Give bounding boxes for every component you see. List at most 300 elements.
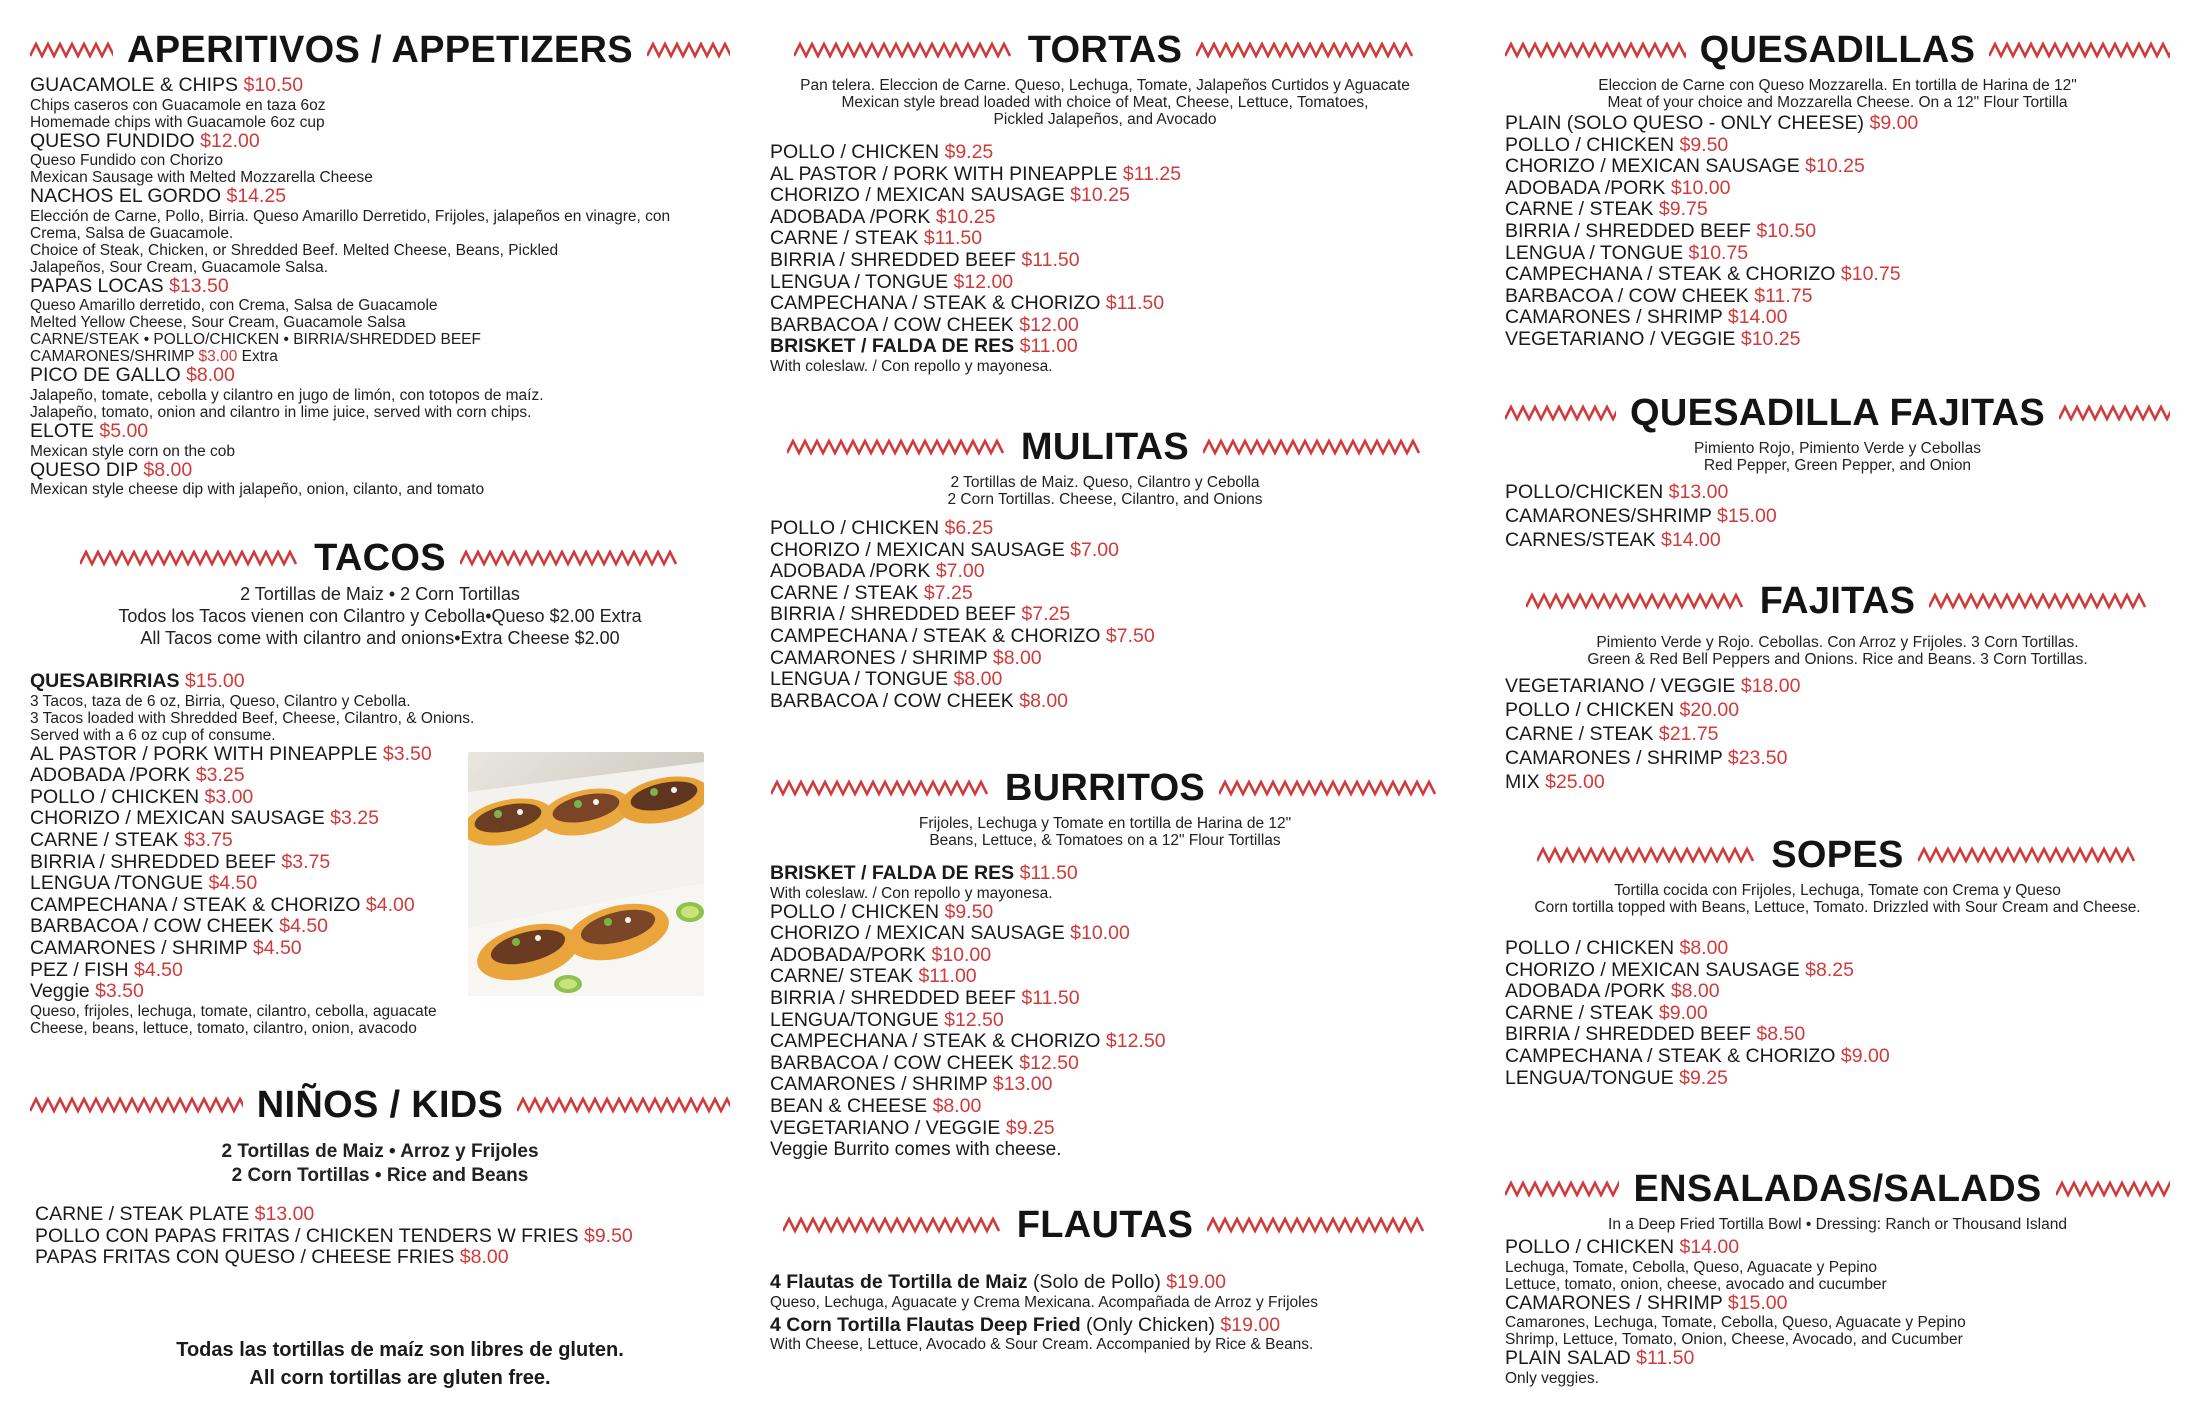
item-price: $14.00 xyxy=(1661,529,1721,551)
item-name: MIX xyxy=(1505,771,1546,793)
item-price: $8.00 xyxy=(953,668,1003,691)
item-name: PAPAS FRITAS CON QUESO / CHEESE FRIES xyxy=(35,1246,460,1269)
item-name: CHORIZO / MEXICAN SAUSAGE xyxy=(30,807,331,830)
item-price: $13.00 xyxy=(992,1073,1053,1096)
item-price: $11.50 xyxy=(1021,248,1080,271)
zigzag-divider xyxy=(80,548,300,568)
item-description: Queso, Lechuga, Aguacate y Crema Mexicana. Acompañada de Arroz y Frijoles xyxy=(770,1293,1318,1311)
item-name: CAMPECHANA / STEAK & CHORIZO xyxy=(770,1030,1106,1053)
item-name: BIRRIA / SHREDDED BEEF xyxy=(30,850,282,873)
quesadilla-fajitas-header xyxy=(1505,388,2170,438)
item-row xyxy=(770,561,1440,583)
item-name: 4 Corn Tortilla Flautas Deep Fried xyxy=(770,1313,1087,1336)
item-name: LENGUA / TONGUE xyxy=(770,270,954,293)
item-price: $3.25 xyxy=(330,807,379,830)
item-price: $6.25 xyxy=(944,517,994,539)
item-name: CHORIZO / MEXICAN SAUSAGE xyxy=(770,922,1071,945)
menu-item xyxy=(770,1031,1440,1053)
item-price: $7.50 xyxy=(1105,624,1155,647)
item-description: Shrimp, Lettuce, Tomato, Onion, Cheese, Avocado, and Cucumber xyxy=(1505,1331,1963,1349)
item-name: POLLO / CHICKEN xyxy=(1505,133,1680,156)
zigzag-divider xyxy=(1505,40,1686,60)
item-row xyxy=(770,315,1440,337)
section-title: ENSALADAS/SALADS xyxy=(1633,1168,2042,1210)
item-description: With Cheese, Lettuce, Avocado & Sour Cream. Accompanied by Rice & Beans. xyxy=(770,1336,1314,1354)
item-price: $14.00 xyxy=(1679,1236,1740,1258)
item-row xyxy=(770,604,1440,626)
item-price: $8.00 xyxy=(992,646,1042,669)
item-name: BIRRIA / SHREDDED BEEF xyxy=(770,248,1022,271)
item-name: Veggie xyxy=(30,980,96,1003)
item-qualifier: (Only Chicken) xyxy=(1086,1313,1221,1336)
subtitle-line: All corn tortillas are gluten free. xyxy=(249,1367,551,1389)
item-name: ADOBADA /PORK xyxy=(1505,176,1671,199)
item-price: $11.25 xyxy=(1122,162,1182,185)
menu-item xyxy=(1505,960,2170,982)
item-name: CARNE / STEAK xyxy=(770,227,924,250)
subtitle-line: In a Deep Fried Tortilla Bowl • Dressing: Ranch or Thousand Island xyxy=(1608,1216,2067,1233)
item-row xyxy=(1505,674,2170,698)
menu-item xyxy=(35,1204,730,1226)
section-title: BURRITOS xyxy=(1004,767,1206,809)
item-row xyxy=(1505,178,2170,200)
section-title: NIÑOS / KIDS xyxy=(256,1084,504,1126)
zigzag-divider xyxy=(783,1215,1003,1235)
item-price: $13.00 xyxy=(254,1203,315,1225)
extra-price: $3.00 xyxy=(198,348,238,366)
item-row xyxy=(1505,113,2170,135)
section-title: FLAUTAS xyxy=(1016,1204,1194,1246)
item-name: BIRRIA / SHREDDED BEEF xyxy=(770,986,1022,1009)
item-row xyxy=(770,518,1440,540)
subtitle-line: Tortilla cocida con Frijoles, Lechuga, Tomate con Crema y Queso xyxy=(1614,882,2061,899)
menu-item xyxy=(770,648,1440,670)
item-price: $3.00 xyxy=(204,785,254,808)
item-price: $12.00 xyxy=(953,270,1014,293)
item-description: Chips caseros con Guacamole en taza 6oz xyxy=(30,96,326,114)
item-name: CAMARONES / SHRIMP xyxy=(1505,747,1728,769)
mulitas-list xyxy=(770,518,1440,712)
item-row xyxy=(770,272,1440,294)
item-price: $7.25 xyxy=(923,581,973,604)
item-price: $21.75 xyxy=(1658,723,1719,745)
item-row xyxy=(770,336,1440,358)
item-name: CARNE / STEAK xyxy=(1505,1001,1659,1024)
quesadilla-fajitas-subtitle xyxy=(1505,440,2170,474)
fajitas-section xyxy=(1505,576,2170,794)
item-name: PEZ / FISH xyxy=(30,958,135,981)
item-row xyxy=(770,1010,1440,1032)
item-row xyxy=(770,185,1440,207)
menu-item xyxy=(1505,307,2170,329)
item-description: Queso, frijoles, lechuga, tomate, cilantro, cebolla, aguacate xyxy=(30,1002,437,1020)
item-name: CARNE/ STEAK xyxy=(770,965,919,988)
item-row xyxy=(1505,1068,2170,1090)
item-price: $10.00 xyxy=(1670,176,1731,199)
kids-subtitle xyxy=(30,1140,730,1188)
menu-item xyxy=(1505,480,2170,504)
item-price: $12.50 xyxy=(944,1008,1004,1031)
item-description: Jalapeño, tomate, cebolla y cilantro en jugo de limón, con totopos de maíz. xyxy=(30,386,544,404)
subtitle-line: Pickled Jalapeños, and Avocado xyxy=(993,111,1217,128)
item-name: POLLO / CHICKEN xyxy=(770,141,945,163)
item-price: $9.00 xyxy=(1658,1001,1708,1024)
item-price: $10.00 xyxy=(1070,922,1130,945)
item-row xyxy=(770,1053,1440,1075)
zigzag-divider xyxy=(2056,1179,2170,1199)
extra-label: CAMARONES/SHRIMP xyxy=(30,348,199,366)
item-price: $8.00 xyxy=(186,364,235,387)
subtitle-line: Eleccion de Carne con Queso Mozzarella. En tortilla de Harina de 12" xyxy=(1598,77,2077,94)
item-price: $12.00 xyxy=(1019,313,1079,336)
menu-item xyxy=(1505,722,2170,746)
zigzag-divider xyxy=(787,437,1007,457)
section-title: QUESADILLAS xyxy=(1699,29,1976,71)
appetizers-section xyxy=(30,25,730,498)
item-name: VEGETARIANO / VEGGIE xyxy=(1505,675,1741,697)
tacos-plate-illustration xyxy=(468,752,704,996)
quesadillas-header xyxy=(1505,25,2170,75)
item-price: $14.00 xyxy=(1727,306,1788,329)
item-price: $3.25 xyxy=(195,764,245,787)
item-name: NACHOS EL GORDO xyxy=(30,185,227,208)
subtitle-line: Meat of your choice and Mozzarella Cheese. On a 12" Flour Tortilla xyxy=(1607,94,2068,111)
item-price: $10.75 xyxy=(1840,263,1901,286)
item-price: $10.25 xyxy=(935,205,996,228)
menu-item xyxy=(1505,698,2170,722)
item-price: $11.50 xyxy=(1636,1347,1695,1370)
menu-item xyxy=(770,272,1440,294)
item-description: Lechuga, Tomate, Cebolla, Queso, Aguacate y Pepino xyxy=(1505,1258,1877,1276)
item-name: CARNE / STEAK xyxy=(30,828,184,851)
zigzag-divider xyxy=(1505,403,1616,423)
item-row xyxy=(770,648,1440,670)
menu-item xyxy=(1505,1293,2170,1349)
item-name: 4 Flautas de Tortilla de Maiz xyxy=(770,1271,1033,1293)
menu-item xyxy=(30,460,730,499)
item-row xyxy=(1505,221,2170,243)
subtitle-line: 2 Tortillas de Maiz. Queso, Cilantro y Cebolla xyxy=(950,474,1260,491)
item-row xyxy=(1505,480,2170,504)
subtitle-line: Todos los Tacos vienen con Cilantro y Cebolla•Queso $2.00 Extra xyxy=(118,606,642,626)
subtitle-line: 2 Corn Tortillas. Cheese, Cilantro, and Onions xyxy=(947,491,1263,508)
gluten-free-note xyxy=(30,1336,730,1392)
item-row xyxy=(1505,135,2170,157)
item-row xyxy=(30,276,730,298)
item-name: CHORIZO / MEXICAN SAUSAGE xyxy=(1505,958,1806,981)
burritos-section xyxy=(770,763,1440,1161)
menu-item xyxy=(30,421,730,460)
menu-item xyxy=(1505,264,2170,286)
zigzag-divider xyxy=(647,40,730,60)
item-name: POLLO / CHICKEN xyxy=(1505,1236,1680,1258)
section-title: APERITIVOS / APPETIZERS xyxy=(127,29,633,71)
item-name: CAMARONES / SHRIMP xyxy=(1505,1291,1728,1314)
menu-item xyxy=(770,250,1440,272)
section-title: SOPES xyxy=(1771,834,1904,876)
menu-item xyxy=(1505,981,2170,1003)
item-row xyxy=(1505,722,2170,746)
item-name: BIRRIA / SHREDDED BEEF xyxy=(770,603,1022,626)
menu-item xyxy=(35,1247,730,1269)
item-price: $12.00 xyxy=(200,129,260,152)
menu-item xyxy=(770,902,1440,924)
item-row xyxy=(1505,1046,2170,1068)
item-name: PAPAS LOCAS xyxy=(30,274,170,297)
item-price: $8.00 xyxy=(1670,980,1720,1003)
zigzag-divider xyxy=(1989,40,2170,60)
item-name: LENGUA/TONGUE xyxy=(770,1008,945,1031)
zigzag-divider xyxy=(1918,845,2138,865)
item-price: $7.00 xyxy=(1070,538,1119,561)
item-row xyxy=(770,1074,1440,1096)
item-row xyxy=(770,945,1440,967)
zigzag-divider xyxy=(2059,403,2170,423)
salads-list xyxy=(1505,1237,2170,1387)
section-title: MULITAS xyxy=(1020,426,1190,468)
item-price: $4.50 xyxy=(208,872,258,895)
tacos-subtitle xyxy=(30,583,730,649)
item-description: Camarones, Lechuga, Tomate, Cebolla, Queso, Aguacate y Pepino xyxy=(1505,1314,1966,1332)
item-name: CAMPECHANA / STEAK & CHORIZO xyxy=(1505,263,1841,286)
item-row xyxy=(1505,770,2170,794)
menu-item xyxy=(770,561,1440,583)
zigzag-divider xyxy=(794,40,1014,60)
menu-item xyxy=(770,691,1440,713)
item-row xyxy=(30,671,730,693)
menu-item xyxy=(1505,770,2170,794)
item-name: ADOBADA /PORK xyxy=(1505,980,1671,1003)
item-row xyxy=(1505,199,2170,221)
item-price: $9.25 xyxy=(1679,1066,1728,1089)
item-price: $11.50 xyxy=(1021,986,1080,1009)
item-name: LENGUA/TONGUE xyxy=(1505,1066,1680,1089)
item-price: $9.00 xyxy=(1869,112,1919,134)
kids-list xyxy=(30,1204,730,1269)
menu-item xyxy=(1505,329,2170,351)
item-row xyxy=(770,1096,1440,1118)
tacos-header xyxy=(30,533,730,583)
menu-item xyxy=(770,1315,1440,1354)
subtitle-line: 2 Tortillas de Maiz • Arroz y Frijoles xyxy=(221,1141,539,1162)
sopes-header xyxy=(1505,830,2170,880)
menu-item xyxy=(1505,221,2170,243)
menu-item xyxy=(770,863,1440,902)
item-name: BARBACOA / COW CHEEK xyxy=(770,313,1020,336)
mulitas-section xyxy=(770,422,1440,712)
appetizers-list xyxy=(30,75,730,498)
tortas-list xyxy=(770,142,1440,375)
tortas-section xyxy=(770,25,1440,375)
menu-item xyxy=(770,185,1440,207)
item-name: POLLO / CHICKEN xyxy=(1505,937,1680,959)
menu-item xyxy=(1505,938,2170,960)
veggie-burrito-note: Veggie Burrito comes with cheese. xyxy=(770,1139,1062,1161)
item-name: BEAN & CHEESE xyxy=(770,1094,933,1117)
item-description: With coleslaw. / Con repollo y mayonesa. xyxy=(770,884,1053,902)
item-row xyxy=(30,131,730,153)
item-row xyxy=(770,1272,1440,1294)
item-row xyxy=(30,365,730,387)
menu-item xyxy=(770,669,1440,691)
menu-item xyxy=(770,293,1440,315)
zigzag-divider xyxy=(1219,778,1439,798)
item-name: ADOBADA/PORK xyxy=(770,943,932,966)
item-name: POLLO CON PAPAS FRITAS / CHICKEN TENDERS W FRIES xyxy=(35,1224,584,1247)
item-price: $8.00 xyxy=(143,458,193,481)
item-name: GUACAMOLE & CHIPS xyxy=(30,74,244,96)
item-row xyxy=(770,988,1440,1010)
item-description: Homemade chips with Guacamole 6oz cup xyxy=(30,113,325,131)
menu-item xyxy=(30,671,730,744)
item-name: BARBACOA / COW CHEEK xyxy=(1505,284,1755,307)
item-name: BIRRIA / SHREDDED BEEF xyxy=(1505,1023,1757,1046)
zigzag-divider xyxy=(771,778,991,798)
menu-item xyxy=(770,540,1440,562)
item-description: Queso Fundido con Chorizo xyxy=(30,152,224,170)
item-name: POLLO / CHICKEN xyxy=(1505,699,1680,721)
zigzag-divider xyxy=(1203,437,1423,457)
item-price: $11.50 xyxy=(1019,862,1078,884)
salads-section xyxy=(1505,1164,2170,1387)
item-description: 3 Tacos, taza de 6 oz, Birria, Queso, Cilantro y Cebolla. xyxy=(30,692,411,710)
item-price: $4.00 xyxy=(365,893,415,916)
item-description: Mexican style corn on the cob xyxy=(30,442,236,460)
tortas-header xyxy=(770,25,1440,75)
zigzag-divider xyxy=(517,1095,730,1115)
item-description: CARNE/STEAK • POLLO/CHICKEN • BIRRIA/SHREDDED BEEF xyxy=(30,331,481,349)
item-price: $19.00 xyxy=(1220,1313,1281,1336)
menu-item xyxy=(35,1226,730,1248)
sopes-section xyxy=(1505,830,2170,1089)
item-price: $9.50 xyxy=(944,900,994,923)
menu-item xyxy=(1505,674,2170,698)
kids-header xyxy=(30,1080,730,1130)
sopes-subtitle xyxy=(1505,882,2170,916)
item-row xyxy=(1505,1003,2170,1025)
item-name: PICO DE GALLO xyxy=(30,364,187,387)
menu-item xyxy=(770,207,1440,229)
item-price: $4.50 xyxy=(134,958,183,981)
subtitle-line: Pimiento Rojo, Pimiento Verde y Cebollas xyxy=(1694,440,1981,457)
item-row xyxy=(1505,329,2170,351)
menu-item xyxy=(770,945,1440,967)
item-name: QUESO DIP xyxy=(30,458,144,481)
menu-item xyxy=(770,966,1440,988)
menu-item xyxy=(1505,113,2170,135)
item-price: $19.00 xyxy=(1166,1271,1226,1293)
item-description: Elección de Carne, Pollo, Birria. Queso Amarillo Derretido, Frijoles, jalapeños en vinagre, con xyxy=(30,207,671,225)
menu-item xyxy=(770,1096,1440,1118)
item-name: CHORIZO / MEXICAN SAUSAGE xyxy=(770,538,1071,561)
burritos-header xyxy=(770,763,1440,813)
menu-item xyxy=(1505,1024,2170,1046)
item-name: AL PASTOR / PORK WITH PINEAPPLE xyxy=(30,742,383,765)
item-name: CAMPECHANA / STEAK & CHORIZO xyxy=(770,292,1106,315)
zigzag-divider xyxy=(1196,40,1416,60)
menu-item xyxy=(770,923,1440,945)
item-name: LENGUA / TONGUE xyxy=(1505,241,1689,264)
tortas-subtitle xyxy=(770,77,1440,128)
mulitas-subtitle xyxy=(770,474,1440,508)
item-description: Crema, Salsa de Guacamole. xyxy=(30,224,234,242)
item-row xyxy=(35,1247,730,1269)
extra-suffix: Extra xyxy=(237,348,278,366)
quesadillas-subtitle xyxy=(1505,77,2170,111)
item-name: CAMPECHANA / STEAK & CHORIZO xyxy=(1505,1044,1841,1067)
item-description: Jalapeño, tomato, onion and cilantro in lime juice, served with corn chips. xyxy=(30,403,532,421)
item-row xyxy=(770,1315,1440,1337)
item-price: $8.25 xyxy=(1805,958,1854,981)
item-name: CAMPECHANA / STEAK & CHORIZO xyxy=(30,893,366,916)
item-name: CAMARONES / SHRIMP xyxy=(1505,306,1728,329)
item-price: $10.25 xyxy=(1805,155,1865,178)
item-price: $9.25 xyxy=(944,141,994,163)
item-row xyxy=(770,626,1440,648)
item-price: $10.25 xyxy=(1740,327,1801,350)
item-description: With coleslaw. / Con repollo y mayonesa. xyxy=(770,357,1053,375)
menu-item xyxy=(770,228,1440,250)
item-name: CARNE / STEAK xyxy=(770,581,924,604)
item-row xyxy=(770,1031,1440,1053)
item-price: $10.75 xyxy=(1688,241,1749,264)
item-price: $11.50 xyxy=(923,227,983,250)
item-row xyxy=(30,460,730,482)
item-name: BRISKET / FALDA DE RES xyxy=(770,335,1020,358)
subtitle-line: All Tacos come with cilantro and onions•Extra Cheese $2.00 xyxy=(140,628,620,648)
burritos-list xyxy=(770,863,1440,1139)
item-row xyxy=(1505,264,2170,286)
item-price: $10.50 xyxy=(243,74,304,96)
subtitle-line: Frijoles, Lechuga y Tomate en tortilla de Harina de 12" xyxy=(918,815,1292,832)
item-row xyxy=(1505,243,2170,265)
menu-item xyxy=(30,131,730,187)
menu-item xyxy=(770,988,1440,1010)
item-name: QUESO FUNDIDO xyxy=(30,129,201,152)
item-row xyxy=(1505,504,2170,528)
item-row xyxy=(1505,286,2170,308)
item-name: POLLO / CHICKEN xyxy=(30,785,205,808)
item-name: AL PASTOR / PORK WITH PINEAPPLE xyxy=(770,162,1123,185)
item-price: $14.25 xyxy=(226,185,287,208)
item-name: VEGETARIANO / VEGGIE xyxy=(770,1116,1006,1139)
zigzag-divider xyxy=(1505,1179,1619,1199)
item-row xyxy=(1505,307,2170,329)
menu-item xyxy=(770,142,1440,164)
item-row xyxy=(1505,960,2170,982)
subtitle-line: 2 Tortillas de Maiz • 2 Corn Tortillas xyxy=(240,584,520,604)
item-row xyxy=(770,583,1440,605)
zigzag-divider xyxy=(1526,591,1746,611)
item-name: BARBACOA / COW CHEEK xyxy=(770,1051,1020,1074)
item-price: $13.50 xyxy=(169,274,229,297)
menu-item xyxy=(1505,1003,2170,1025)
menu-item xyxy=(770,1118,1440,1140)
item-row xyxy=(770,207,1440,229)
section-title: QUESADILLA FAJITAS xyxy=(1630,392,2045,434)
item-row xyxy=(770,142,1440,164)
item-row xyxy=(1505,528,2170,552)
item-price: $7.25 xyxy=(1021,603,1071,626)
item-description: 3 Tacos loaded with Shredded Beef, Cheese, Cilantro, & Onions. xyxy=(30,709,475,727)
salads-subtitle xyxy=(1505,1216,2170,1233)
menu-item xyxy=(1505,528,2170,552)
item-price: $13.00 xyxy=(1668,481,1729,503)
flautas-list xyxy=(770,1272,1440,1353)
item-price: $10.00 xyxy=(931,943,992,966)
menu-item xyxy=(770,583,1440,605)
fajitas-subtitle xyxy=(1505,634,2170,668)
